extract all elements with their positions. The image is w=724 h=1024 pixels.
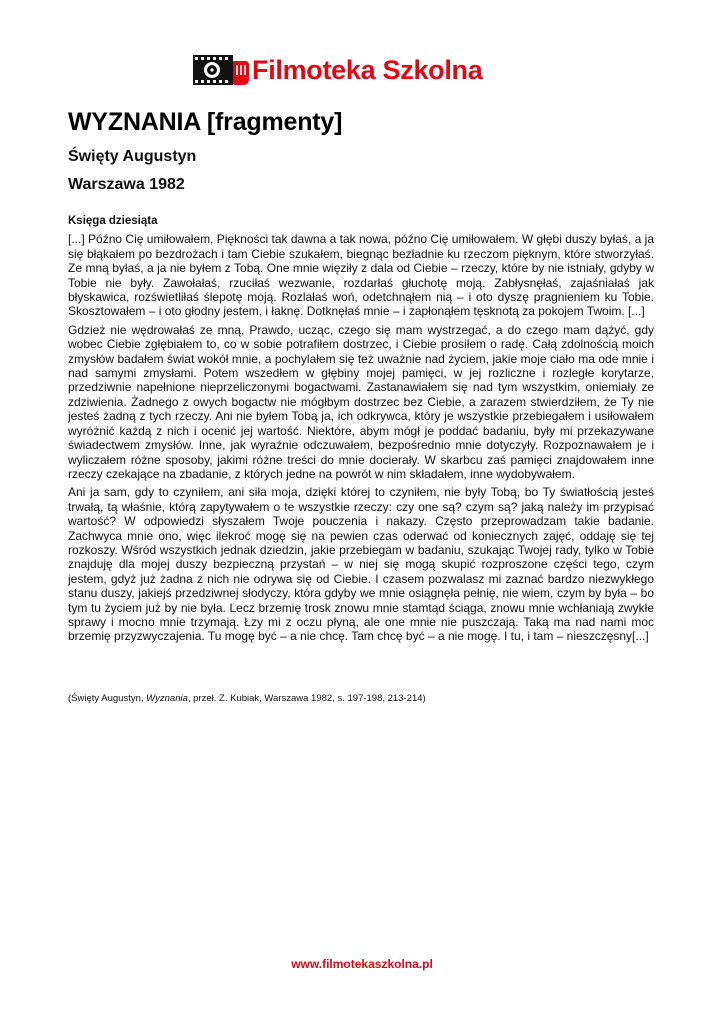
- citation: [68, 693, 426, 704]
- footer-website-link[interactable]: www.filmotekaszkolna.pl: [291, 957, 433, 971]
- logo: [193, 50, 482, 90]
- citation-prefix: (Święty Augustyn,: [68, 693, 147, 704]
- citation-suffix: , przeł. Z. Kubiak, Warszawa 1982, s. 197-198, 213-214): [187, 693, 426, 704]
- paragraph-3: Ani ja sam, gdy to czyniłem, ani siła moja, dzięki której to czyniłem, nie były Tobą, bo Ty światłością jesteś trwałą, tą właśnie, którą zapytywałem o te wszystkie rzeczy: czy one są? czym są? jaką należy im przypisać wartość? W odpowiedzi słyszałem Twoje pouczenia i nakazy. Często przeprowadzam takie badanie. Zachwyca mnie ono, więc ilekroć mogę się na pewien czas oderwać od koniecznych zajęć, oddaję się tej rozkoszy. Wśród wszystkich jednak dziedzin, jakie przebiegam w badaniu, szukając Twojej rady, tylko w Tobie znajduję dla mojej duszy bezpieczną przystań – w niej się mogą skupić rozproszone części tego, czym jestem, gdyż już żadna z nich nie odrywa się od Ciebie. I czasem pozwalasz mi zaznać bardzo niezwykłego stanu duszy, jakiejś przedziwnej słodyczy, która gdyby we mnie osiągnęła pełnię, nie wiem, czym by była – bo tym tu życiem już by nie była. Lecz brzemię trosk znowu mnie stamtąd ściąga, znowu mnie wchłaniają zwykłe sprawy i mocno mnie trzymają. Łzy mi z oczu płyną, ale one mnie nie puszczają. Taką ma nad nami moc brzemię przyzwyczajenia. Tu mogę być – a nie chcę. Tam chcę być – a nie mogę. I tu, i tam – nieszczęsny[...]: [68, 485, 654, 644]
- document-title: WYZNANIA [fragmenty]: [68, 108, 343, 136]
- paragraph-1: [...] Późno Cię umiłowałem, Piękności tak dawna a tak nowa, późno Cię umiłowałem. W głębi duszy byłaś, a ja się błąkałem po bezdrożach i tam Ciebie szukałem, biegnąc bezładnie ku rzeczom pięknym, które stworzyłaś. Ze mną byłaś, a ja nie byłem z Tobą. One mnie więziły z dala od Ciebie – rzeczy, które by nie istniały, gdyby w Tobie nie były. Zawołałaś, rzuciłaś wezwanie, rozdarłaś głuchotę moją. Zabłysnęłaś, zajaśniałaś jak błyskawica, rozświetliłaś ślepotę moją. Rozlałaś woń, odetchnąłem nią – i oto dyszę pragnieniem ku Tobie. Skosztowałem – i oto głodny jestem, i łaknę. Dotknęłaś mnie – i zapłonąłem tęsknotą za pokojem Twoim. [...]: [68, 232, 654, 319]
- document-body: [68, 214, 654, 648]
- document-edition: Warszawa 1982: [68, 176, 185, 193]
- citation-work-title: Wyznania: [146, 693, 188, 704]
- document-author: Święty Augustyn: [68, 148, 197, 165]
- film-reel-hand-icon: [193, 53, 251, 87]
- paragraph-2: Gdzież nie wędrowałaś ze mną, Prawdo, ucząc, czego się mam wystrzegać, a do czego mam dążyć, gdy wobec Ciebie zgłębiałem to, co w sobie potrafiłem dostrzec, i Ciebie prosiłem o radę. Całą zdolnością moich zmysłów badałem świat wokół mnie, a pochylałem się też uważnie nad życiem, jakie moje ciało ma ode mnie i nad samymi zmysłami. Potem wszedłem w głębiny mojej pamięci, w jej rozliczne i rozległe korytarze, przedziwnie napełnione nieprzeliczonymi bogactwami. Zastanawiałem się nad tym wszystkim, oniemiały ze zdziwienia. Żadnego z owych bogactw nie mógłbym dostrzec bez Ciebie, a zarazem stwierdziłem, że Ty nie jesteś żadną z tych rzeczy. Ani nie byłem Tobą ja, ich odkrywca, który je wszystkie przebiegałem i usiłowałem wyróżnić każdą z nich i ocenić jej wartość. Niektóre, abym mógł je poddać badaniu, były mi przekazywane świadectwem zmysłów. Inne, jak wyraźnie odczuwałem, bezpośrednio mnie dotyczyły. Rozpoznawałem je i wyliczałem różne sposoby, jakimi różne treści do mnie docierały. W skarbcu zaś pamięci znajdowałem inne rzeczy czekające na zbadanie, z których jedne na powrót w nim składałem, inne wydobywałem.: [68, 322, 654, 481]
- book-label: Księga dziesiąta: [68, 215, 158, 227]
- logo-text: Filmoteka Szkolna: [252, 54, 483, 85]
